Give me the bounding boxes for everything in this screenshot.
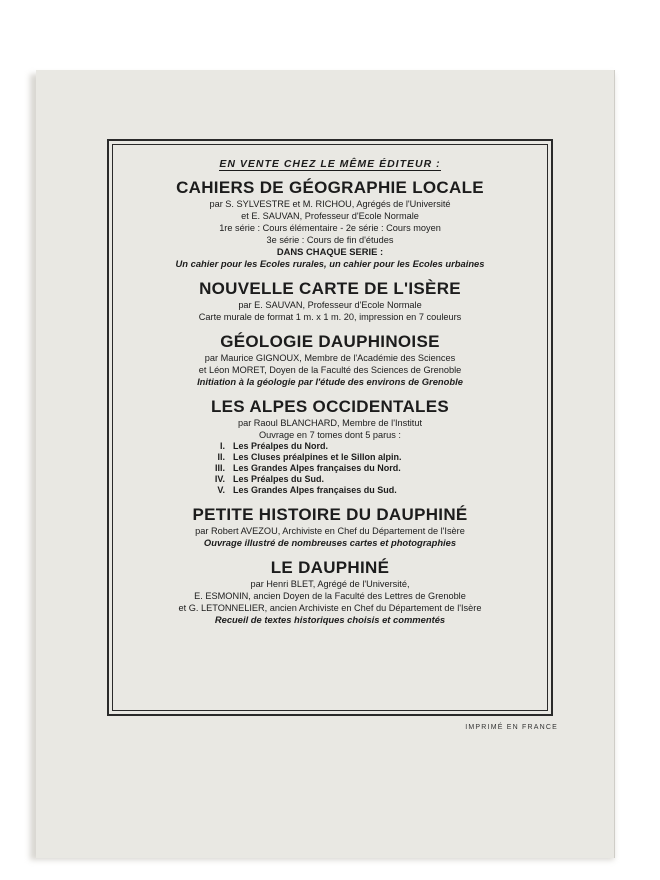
volume-number: III. xyxy=(214,463,225,473)
book-authors-2: et Léon MORET, Doyen de la Faculté des Sciences de Grenoble xyxy=(198,365,462,375)
book-subtitle: Ouvrage illustré de nombreuses cartes et photographies xyxy=(203,537,457,548)
book-series-1: 1re série : Cours élémentaire - 2e série : Cours moyen xyxy=(219,223,441,233)
book-cahiers xyxy=(112,178,548,270)
book-series-note-heading: DANS CHAQUE SERIE : xyxy=(276,246,384,257)
volume-name: Les Grandes Alpes françaises du Nord. xyxy=(233,463,401,473)
volume-name: Les Préalpes du Sud. xyxy=(233,474,325,484)
book-authors-2: et E. SAUVAN, Professeur d'Ecole Normale xyxy=(241,211,419,221)
imprint-note: IMPRIMÉ EN FRANCE xyxy=(465,724,558,731)
book-title: LE DAUPHINÉ xyxy=(270,558,390,577)
book-authors: par Raoul BLANCHARD, Membre de l'Institut xyxy=(237,418,423,428)
book-petite-histoire xyxy=(112,505,548,549)
volume-item xyxy=(205,474,455,485)
book-authors-2: E. ESMONIN, ancien Doyen de la Faculté des Lettres de Grenoble xyxy=(194,591,466,601)
book-subtitle: Recueil de textes historiques choisis et commentés xyxy=(214,614,446,625)
book-alpes xyxy=(112,397,548,496)
book-title: PETITE HISTOIRE DU DAUPHINÉ xyxy=(192,505,468,524)
book-authors: par Maurice GIGNOUX, Membre de l'Académie des Sciences xyxy=(204,353,456,363)
book-description: Carte murale de format 1 m. x 1 m. 20, impression en 7 couleurs xyxy=(198,312,462,322)
book-authors-3: et G. LETONNELIER, ancien Archiviste en Chef du Département de l'Isère xyxy=(178,603,482,613)
volume-item xyxy=(205,452,455,463)
book-series-note: Un cahier pour les Ecoles rurales, un cahier pour les Ecoles urbaines xyxy=(175,258,485,269)
volume-number: I. xyxy=(219,441,225,451)
volume-name: Les Grandes Alpes françaises du Sud. xyxy=(233,485,397,495)
volume-name: Les Cluses préalpines et le Sillon alpin. xyxy=(233,452,402,462)
book-authors: par S. SYLVESTRE et M. RICHOU, Agrégés de l'Université xyxy=(209,199,451,209)
book-geologie xyxy=(112,332,548,388)
intro-heading xyxy=(112,158,548,170)
volume-item xyxy=(205,441,455,452)
book-title: LES ALPES OCCIDENTALES xyxy=(210,397,449,416)
book-description: Ouvrage en 7 tomes dont 5 parus : xyxy=(259,430,401,440)
advertisement-content xyxy=(112,158,548,626)
book-title: CAHIERS DE GÉOGRAPHIE LOCALE xyxy=(176,178,484,197)
book-dauphine xyxy=(112,558,548,626)
book-subtitle: Initiation à la géologie par l'étude des environs de Grenoble xyxy=(197,376,463,387)
intro-text: EN VENTE CHEZ LE MÊME ÉDITEUR : xyxy=(219,158,441,170)
book-series-2: 3e série : Cours de fin d'études xyxy=(266,235,394,245)
book-authors: par E. SAUVAN, Professeur d'Ecole Normale xyxy=(238,300,422,310)
volume-number: V. xyxy=(217,485,225,495)
book-title: NOUVELLE CARTE DE L'ISÈRE xyxy=(199,279,461,298)
volume-number: II. xyxy=(217,452,225,462)
volume-number: IV. xyxy=(214,474,225,484)
book-carte xyxy=(112,279,548,323)
volume-item xyxy=(205,485,455,496)
book-authors: par Henri BLET, Agrégé de l'Université, xyxy=(250,579,410,589)
volume-name: Les Préalpes du Nord. xyxy=(233,441,329,451)
volume-item xyxy=(205,463,455,474)
book-authors: par Robert AVEZOU, Archiviste en Chef du Département de l'Isère xyxy=(195,526,465,536)
book-title: GÉOLOGIE DAUPHINOISE xyxy=(220,332,440,351)
